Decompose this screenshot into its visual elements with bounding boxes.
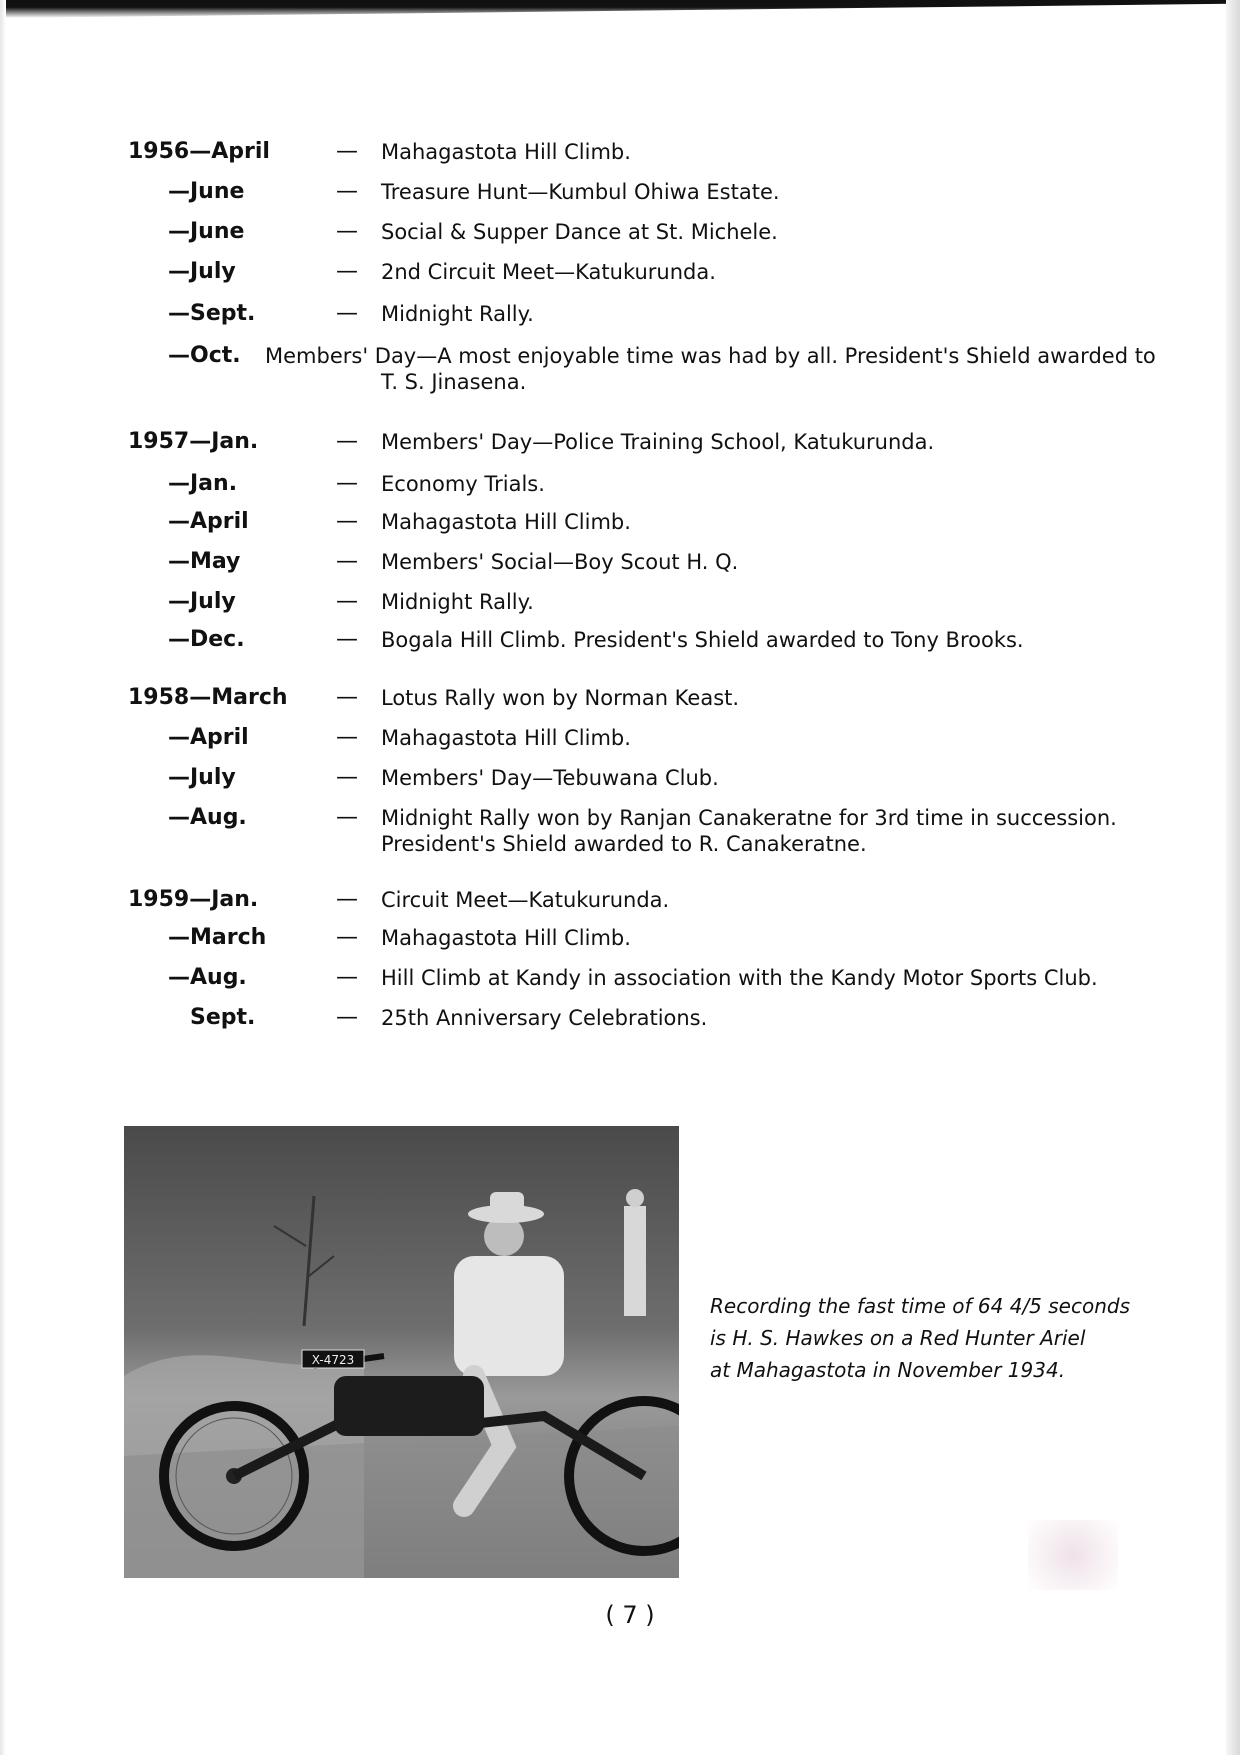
event-row: [0, 548, 1240, 584]
paper-stain: [1028, 1520, 1118, 1590]
event-row: [0, 138, 1240, 174]
event-description: Midnight Rally won by Ranjan Canakeratne for 3rd time in succession.: [381, 806, 1117, 830]
event-description: 25th Anniversary Celebrations.: [381, 1006, 708, 1030]
event-row: [0, 588, 1240, 624]
event-description: Circuit Meet—Katukurunda.: [381, 888, 670, 912]
event-dash: —: [336, 765, 358, 790]
event-row: [0, 508, 1240, 544]
event-date: 1957—Jan.: [128, 429, 259, 454]
event-description: Lotus Rally won by Norman Keast.: [381, 686, 740, 710]
event-date: —July: [168, 765, 236, 790]
event-description: Members' Day—Tebuwana Club.: [381, 766, 719, 790]
caption-line: is H. S. Hawkes on a Red Hunter Ariel: [710, 1326, 1086, 1350]
event-description-continued: T. S. Jinasena.: [381, 370, 527, 394]
event-date: —April: [168, 509, 249, 534]
event-row: [0, 764, 1240, 800]
event-date: —Dec.: [168, 627, 245, 652]
event-dash: —: [336, 259, 358, 284]
event-dash: —: [336, 685, 358, 710]
event-row: [0, 300, 1240, 336]
event-description: 2nd Circuit Meet—Katukurunda.: [381, 260, 716, 284]
event-date: —Aug.: [168, 965, 247, 990]
event-description: Members' Social—Boy Scout H. Q.: [381, 550, 739, 574]
event-description: Mahagastota Hill Climb.: [381, 140, 631, 164]
event-date: —June: [168, 219, 245, 244]
event-dash: —: [336, 965, 358, 990]
event-date: —Oct.: [168, 343, 241, 368]
event-dash: —: [336, 549, 358, 574]
event-dash: —: [336, 1005, 358, 1030]
event-row: [0, 258, 1240, 294]
event-description: Members' Day—Police Training School, Katukurunda.: [381, 430, 935, 454]
event-row: [0, 342, 1240, 402]
event-description: Social & Supper Dance at St. Michele.: [381, 220, 778, 244]
event-row: [0, 428, 1240, 464]
motorcycle-photo: [124, 1126, 679, 1578]
event-description: Hill Climb at Kandy in association with the Kandy Motor Sports Club.: [381, 966, 1098, 990]
event-dash: —: [336, 429, 358, 454]
event-description: Mahagastota Hill Climb.: [381, 726, 631, 750]
event-description: Midnight Rally.: [381, 590, 534, 614]
event-description: Bogala Hill Climb. President's Shield awarded to Tony Brooks.: [381, 628, 1024, 652]
event-description: Economy Trials.: [381, 472, 545, 496]
event-date: —July: [168, 259, 236, 284]
event-date: 1958—March: [128, 685, 288, 710]
event-date: —Sept.: [168, 301, 256, 326]
event-date: —April: [168, 725, 249, 750]
event-description: Members' Day—A most enjoyable time was had by all. President's Shield awarded to: [265, 344, 1156, 368]
event-dash: —: [336, 301, 358, 326]
event-dash: —: [336, 219, 358, 244]
page-number: ( 7 ): [605, 1601, 655, 1629]
event-dash: —: [336, 509, 358, 534]
event-date: —May: [168, 549, 241, 574]
event-date: —July: [168, 589, 236, 614]
event-dash: —: [336, 139, 358, 164]
event-date: 1959—Jan.: [128, 887, 259, 912]
motorcycle-photo-illustration: [124, 1126, 679, 1578]
plate-label: X-4723: [311, 1353, 355, 1367]
event-row: [0, 626, 1240, 662]
event-dash: —: [336, 887, 358, 912]
event-date: —Aug.: [168, 805, 247, 830]
event-row: [0, 724, 1240, 760]
event-row: [0, 1004, 1240, 1040]
event-row: [0, 804, 1240, 864]
event-dash: —: [336, 805, 358, 830]
event-date: —Jan.: [168, 471, 238, 496]
event-date: Sept.: [190, 1005, 256, 1030]
event-date: —March: [168, 925, 267, 950]
event-row: [0, 470, 1240, 506]
event-description: Midnight Rally.: [381, 302, 534, 326]
event-dash: —: [336, 925, 358, 950]
event-row: [0, 886, 1240, 922]
event-dash: —: [336, 589, 358, 614]
event-date: —June: [168, 179, 245, 204]
event-row: [0, 218, 1240, 254]
event-date: 1956—April: [128, 139, 270, 164]
event-description: Mahagastota Hill Climb.: [381, 510, 631, 534]
event-description: Treasure Hunt—Kumbul Ohiwa Estate.: [381, 180, 780, 204]
event-row: [0, 178, 1240, 214]
caption-line: at Mahagastota in November 1934.: [710, 1358, 1066, 1382]
event-dash: —: [336, 179, 358, 204]
event-row: [0, 684, 1240, 720]
event-row: [0, 924, 1240, 960]
event-row: [0, 964, 1240, 1000]
caption-line: Recording the fast time of 64 4/5 seconds: [710, 1294, 1131, 1318]
event-dash: —: [336, 471, 358, 496]
photo-caption: [710, 1290, 1140, 1386]
event-dash: —: [336, 627, 358, 652]
event-description-continued: President's Shield awarded to R. Canakeratne.: [381, 832, 867, 856]
event-description: Mahagastota Hill Climb.: [381, 926, 631, 950]
event-dash: —: [336, 725, 358, 750]
